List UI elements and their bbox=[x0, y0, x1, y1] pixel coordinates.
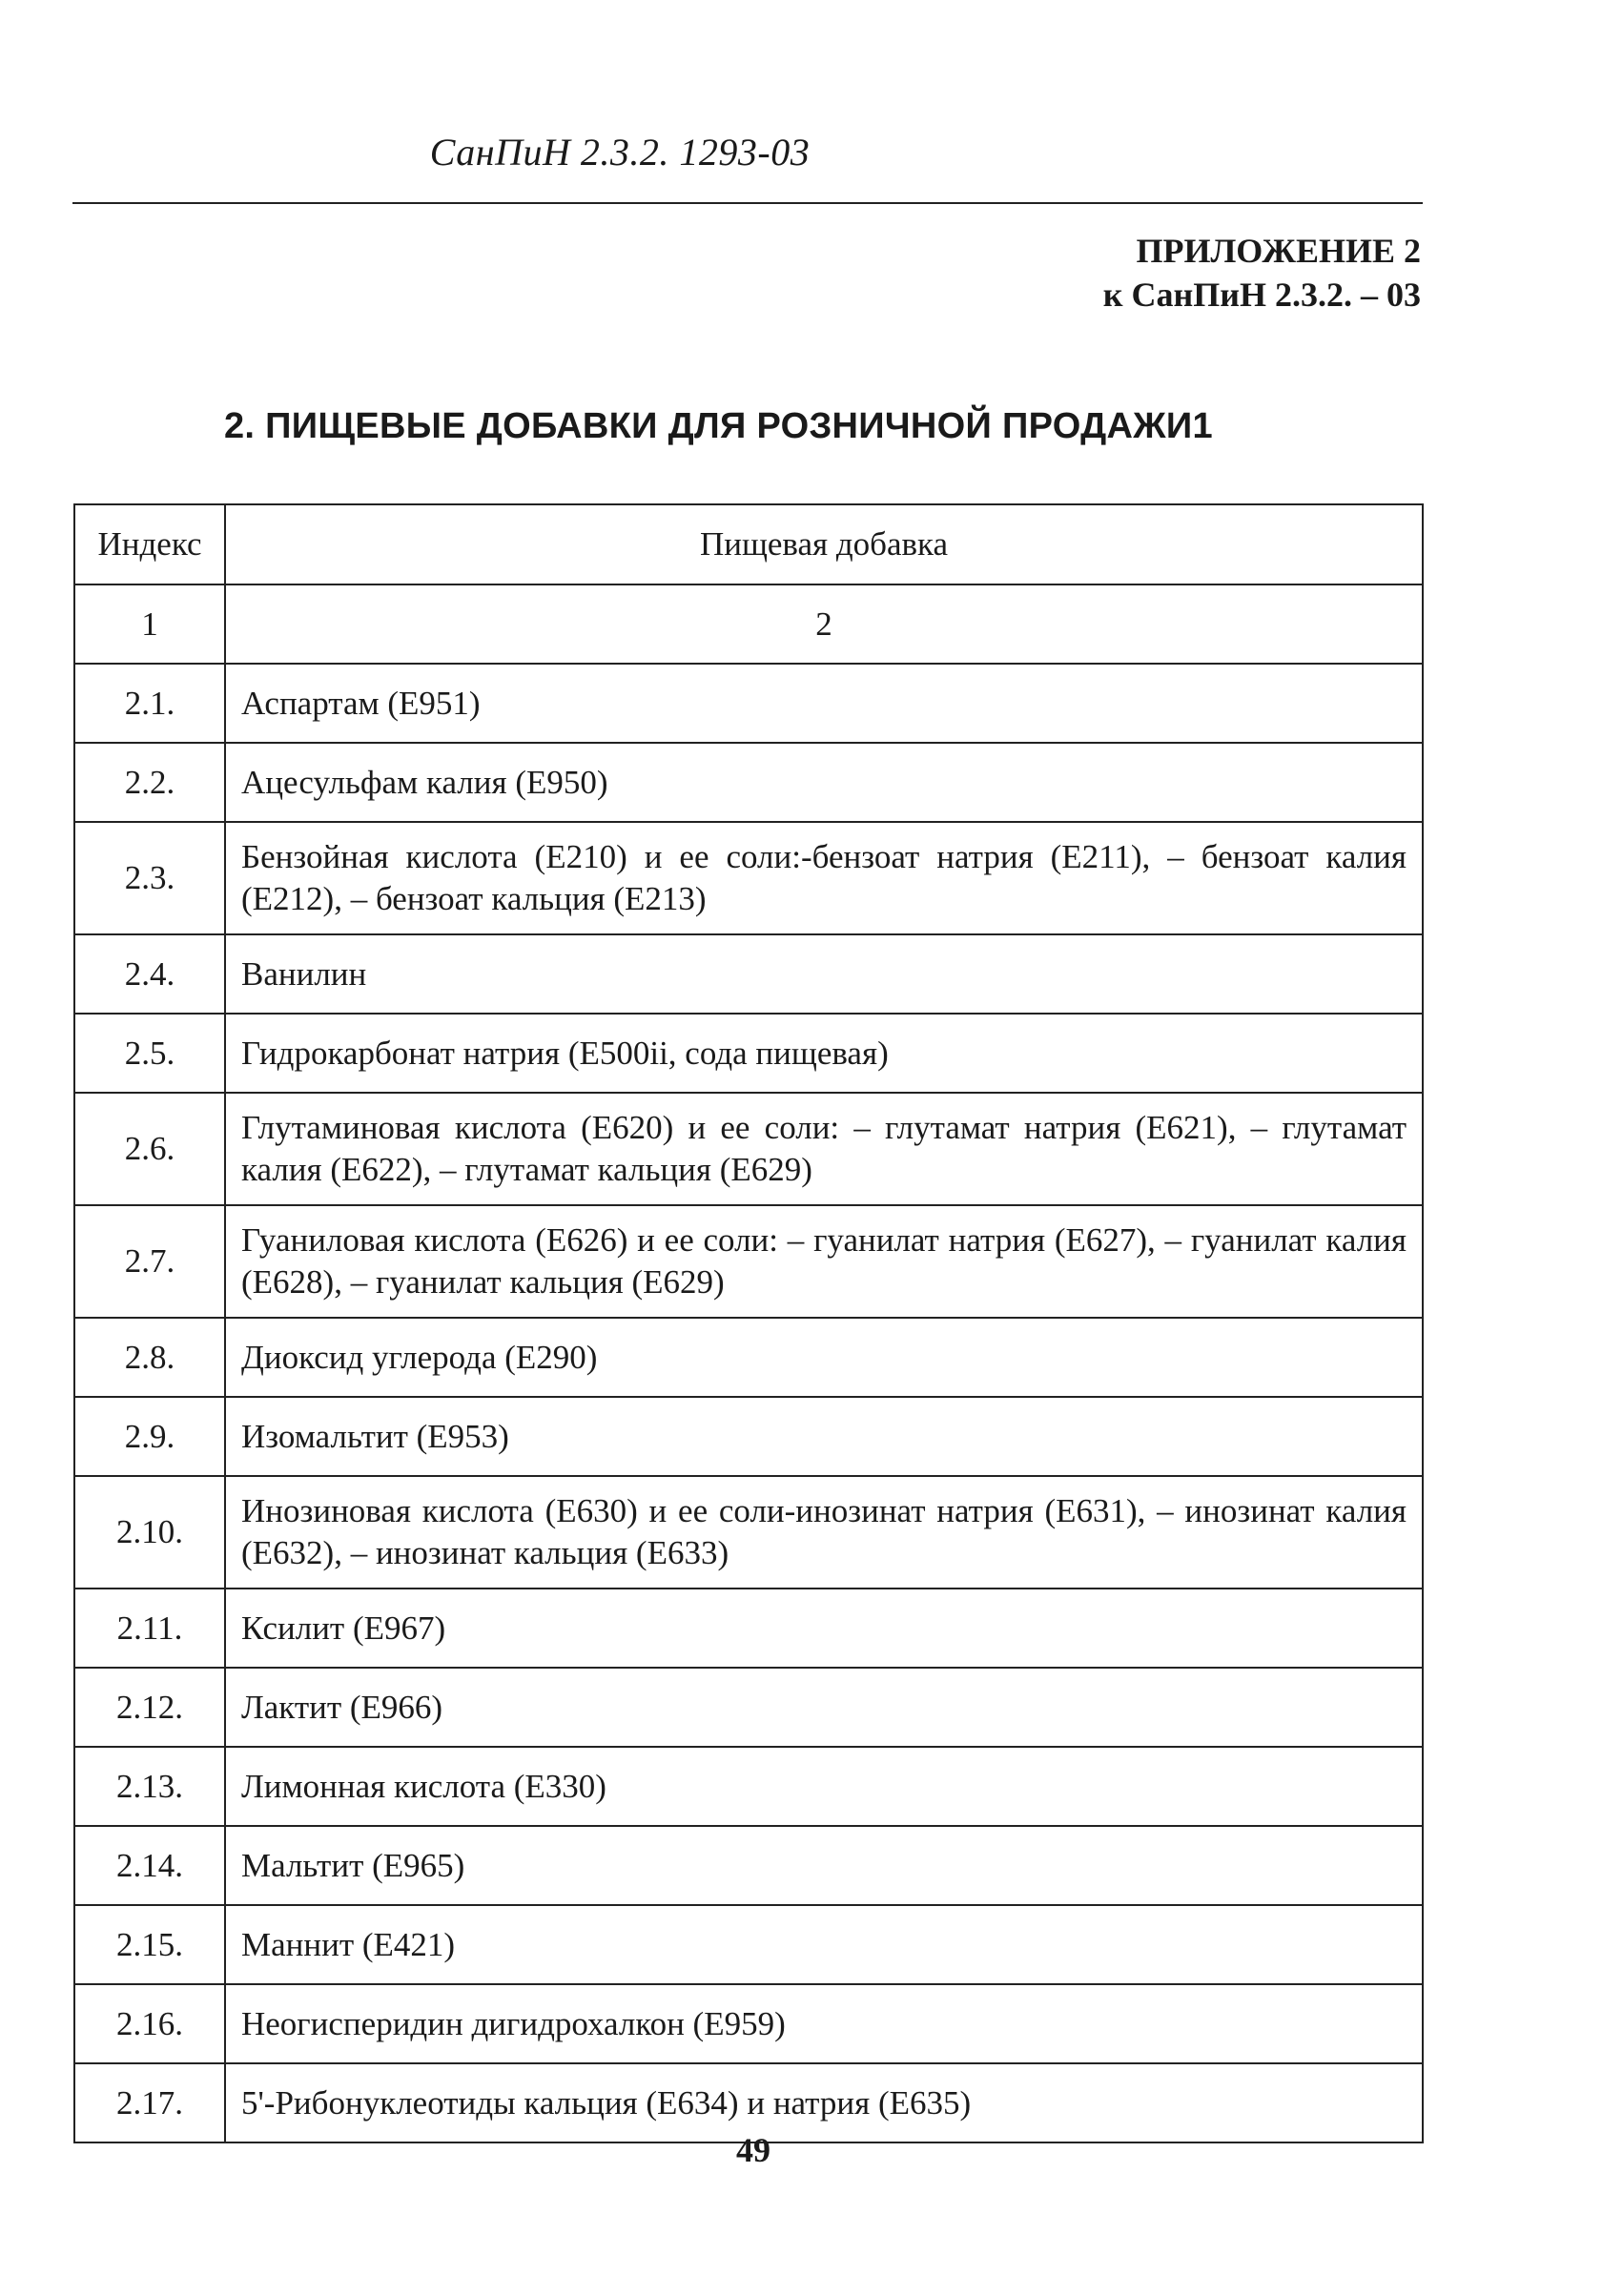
row-index: 2.6. bbox=[74, 1093, 225, 1205]
table-row bbox=[74, 1747, 1423, 1826]
table-row bbox=[74, 1668, 1423, 1747]
row-index: 2.13. bbox=[74, 1747, 225, 1826]
row-index: 2.1. bbox=[74, 664, 225, 743]
table-row bbox=[74, 822, 1423, 934]
row-additive: Ксилит (Е967) bbox=[225, 1589, 1423, 1668]
row-additive: Гуаниловая кислота (Е626) и ее соли: – гуанилат натрия (Е627), – гуанилат калия (Е628), – гуанилат кальция (Е629) bbox=[225, 1205, 1423, 1318]
row-index: 2.11. bbox=[74, 1589, 225, 1668]
appendix-reference: к СанПиН 2.3.2. – 03 bbox=[1102, 276, 1421, 314]
column-number-row bbox=[74, 584, 1423, 664]
appendix-title: ПРИЛОЖЕНИЕ 2 bbox=[1136, 232, 1421, 270]
row-additive: Глутаминовая кислота (Е620) и ее соли: – глутамат натрия (Е621), – глутамат калия (Е622), – глутамат кальция (Е629) bbox=[225, 1093, 1423, 1205]
table-row bbox=[74, 1014, 1423, 1093]
row-index: 2.5. bbox=[74, 1014, 225, 1093]
page-number: 49 bbox=[736, 2131, 770, 2169]
table-row bbox=[74, 743, 1423, 822]
table-row bbox=[74, 1905, 1423, 1984]
header-divider bbox=[72, 202, 1423, 204]
table-row bbox=[74, 1318, 1423, 1397]
row-index: 2.14. bbox=[74, 1826, 225, 1905]
row-index: 2.4. bbox=[74, 934, 225, 1014]
table-row bbox=[74, 1476, 1423, 1589]
row-additive: 5'-Рибонуклеотиды кальция (Е634) и натрия (Е635) bbox=[225, 2063, 1423, 2142]
row-additive: Ацесульфам калия (Е950) bbox=[225, 743, 1423, 822]
row-additive: Лактит (Е966) bbox=[225, 1668, 1423, 1747]
row-additive: Ванилин bbox=[225, 934, 1423, 1014]
header-index: Индекс bbox=[74, 504, 225, 584]
table-row bbox=[74, 934, 1423, 1014]
row-additive: Лимонная кислота (Е330) bbox=[225, 1747, 1423, 1826]
table-row bbox=[74, 1826, 1423, 1905]
table-row bbox=[74, 1205, 1423, 1318]
table-row bbox=[74, 1589, 1423, 1668]
table-row bbox=[74, 664, 1423, 743]
row-index: 2.3. bbox=[74, 822, 225, 934]
row-index: 2.10. bbox=[74, 1476, 225, 1589]
row-additive: Маннит (Е421) bbox=[225, 1905, 1423, 1984]
table-row bbox=[74, 1093, 1423, 1205]
additives-table bbox=[73, 503, 1424, 2143]
appendix-label bbox=[1103, 229, 1421, 317]
table-row bbox=[74, 1984, 1423, 2063]
column-number: 2 bbox=[225, 584, 1423, 664]
row-index: 2.15. bbox=[74, 1905, 225, 1984]
row-additive: Гидрокарбонат натрия (Е500ii, сода пищевая) bbox=[225, 1014, 1423, 1093]
row-index: 2.8. bbox=[74, 1318, 225, 1397]
row-additive: Неогисперидин дигидрохалкон (Е959) bbox=[225, 1984, 1423, 2063]
row-index: 2.9. bbox=[74, 1397, 225, 1476]
row-additive: Мальтит (Е965) bbox=[225, 1826, 1423, 1905]
row-index: 2.7. bbox=[74, 1205, 225, 1318]
running-header: СанПиН 2.3.2. 1293-03 bbox=[429, 131, 811, 174]
row-index: 2.2. bbox=[74, 743, 225, 822]
table-row bbox=[74, 1397, 1423, 1476]
row-index: 2.16. bbox=[74, 1984, 225, 2063]
column-number: 1 bbox=[74, 584, 225, 664]
row-additive: Изомальтит (Е953) bbox=[225, 1397, 1423, 1476]
table-header-row bbox=[74, 504, 1423, 584]
header-additive: Пищевая добавка bbox=[225, 504, 1423, 584]
row-additive: Аспартам (Е951) bbox=[225, 664, 1423, 743]
row-additive: Инозиновая кислота (Е630) и ее соли-инозинат натрия (Е631), – инозинат калия (Е632), – инозинат кальция (Е633) bbox=[225, 1476, 1423, 1589]
section-title: 2. ПИЩЕВЫЕ ДОБАВКИ ДЛЯ РОЗНИЧНОЙ ПРОДАЖИ1 bbox=[224, 406, 1213, 446]
row-additive: Диоксид углерода (Е290) bbox=[225, 1318, 1423, 1397]
row-index: 2.17. bbox=[74, 2063, 225, 2142]
row-index: 2.12. bbox=[74, 1668, 225, 1747]
row-additive: Бензойная кислота (Е210) и ее соли:-бензоат натрия (Е211), – бензоат калия (Е212), – бензоат кальция (Е213) bbox=[225, 822, 1423, 934]
